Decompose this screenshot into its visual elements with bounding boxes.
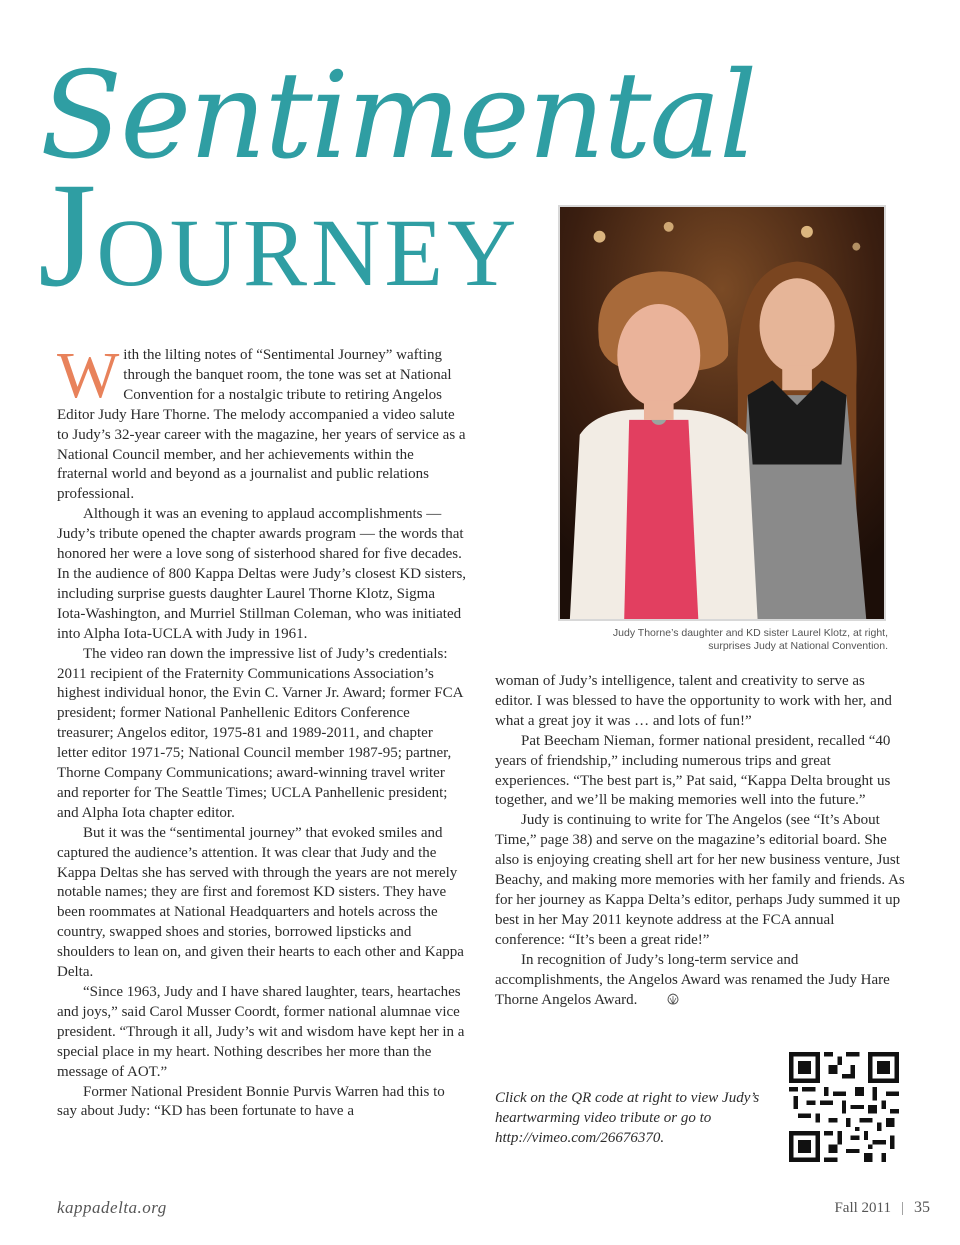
photo-caption: [540, 627, 888, 653]
qr-code-graphic: [789, 1052, 899, 1162]
paragraph-text: ith the lilting notes of “Sentimental Journey” wafting through the banquet room, the tone was set at National Convention for a nostalgic tribute to retiring Angelos Editor Judy Hare Thorne. The melody accompanied a video salute to Judy’s 32-year career with the magazine, her years of service as a National Council member, and her achievements within the fraternal world and beyond as a journalist and public relations professional.: [57, 347, 466, 503]
article-column-1: [57, 339, 467, 1122]
paragraph: But it was the “sentimental journey” that evoked smiles and captured the audience’s attention. It was clear that Judy and the Kappa Deltas she has served with through the years are not merely notable names; they are first and foremost KD sisters. They have been roommates at National Headquarters and hotels across the country, swapped shoes and stories, borrowed lipsticks and shoulders to lean on, and given their hearts to each other and Kappa Delta.: [57, 824, 464, 981]
qr-code-icon[interactable]: [789, 1052, 899, 1162]
photo-caption-line1: Judy Thorne’s daughter and KD sister Laurel Klotz, at right,: [612, 627, 888, 639]
paragraph: Judy is continuing to write for The Angelos (see “It’s About Time,” page 38) and serve on the magazine’s editorial board. She also is enjoying creating shell art for her new business venture, Just Beachy, and making more memories with her family and friends. As for her journey as Kappa Delta’s editor, perhaps Judy summed it up best in her May 2011 keynote address at the FCA annual conference: “It’s been a great ride!”: [495, 812, 905, 948]
paragraph: Former National President Bonnie Purvis Warren had this to say about Judy: “KD has been fortunate to have a: [57, 1083, 445, 1120]
paragraph: The video ran down the impressive list of Judy’s credentials: 2011 recipient of the Fraternity Communications Association’s highest individual honor, the Evin C. Varner Jr. Award; former FCA president; former National Panhellenic Editors Conference treasurer; Angelos editor, 1975-81 and 1989-2011, and chapter letter editor 1971-75; National Council member 1987-95; partner, Thorne Company Communications; award-winning travel writer and reporter for The Seattle Times; UCLA Panhellenic president; and Alpha Iota chapter editor.: [57, 645, 463, 821]
paragraph: [495, 951, 905, 1011]
title-caps-rest: OURNEY: [96, 199, 521, 306]
paragraph: “Since 1963, Judy and I have shared laughter, tears, heartaches and joys,” said Carol Musser Coordt, former national alumnae vice president. “Through it all, Judy’s wit and wisdom have kept her in a special place in my heart. Nothing describes her more than the message of AOT.”: [57, 984, 465, 1080]
title-caps-initial: J: [38, 152, 97, 318]
footer-separator: |: [900, 1200, 904, 1216]
title-caps: [38, 152, 558, 318]
qr-instructions: Click on the QR code at right to view Judy’s heartwarming video tribute or go to http://vimeo.com/26676370.: [495, 1090, 760, 1146]
photo-illustration: [560, 207, 884, 619]
paragraph: Although it was an evening to applaud accomplishments — Judy’s tribute opened the chapter awards program — the words that honored her were a love song of sisterhood shared for five decades. In the audience of 800 Kappa Deltas were Judy’s closest KD sisters, including surprise guests daughter Laurel Thorne Klotz, Sigma Iota-Washington, and Murriel Stillman Coleman, who was initiated into Alpha Iota-UCLA with Judy in 1961.: [57, 506, 467, 642]
paragraph-text: In recognition of Judy’s long-term service and accomplishments, the Angelos Award was renamed the Judy Hare Thorne Angelos Award.: [495, 951, 890, 1008]
dropcap: W: [57, 339, 120, 412]
title-script: Sentimental: [40, 47, 756, 186]
photo-judy-and-laurel: [558, 205, 886, 621]
footer-issue-page: [834, 1199, 930, 1217]
footer-site: kappadelta.org: [57, 1198, 167, 1217]
paragraph: Pat Beecham Nieman, former national president, recalled “40 years of friendship,” including numerous trips and great experiences. “The best part is,” Pat said, “Kappa Delta brought us together, and we’ll be making memories well into the future.”: [495, 732, 891, 809]
shell-icon: [641, 992, 653, 1004]
footer-issue: Fall 2011: [834, 1200, 891, 1216]
paragraph: [57, 339, 467, 505]
paragraph: woman of Judy’s intelligence, talent and creativity to serve as editor. I was blessed to have the opportunity to work with her, and what a great joy it was … and lots of fun!”: [495, 673, 892, 729]
page-number: 35: [914, 1199, 930, 1216]
photo-caption-line2: surprises Judy at National Convention.: [708, 640, 888, 652]
article-column-2: [495, 672, 905, 1010]
